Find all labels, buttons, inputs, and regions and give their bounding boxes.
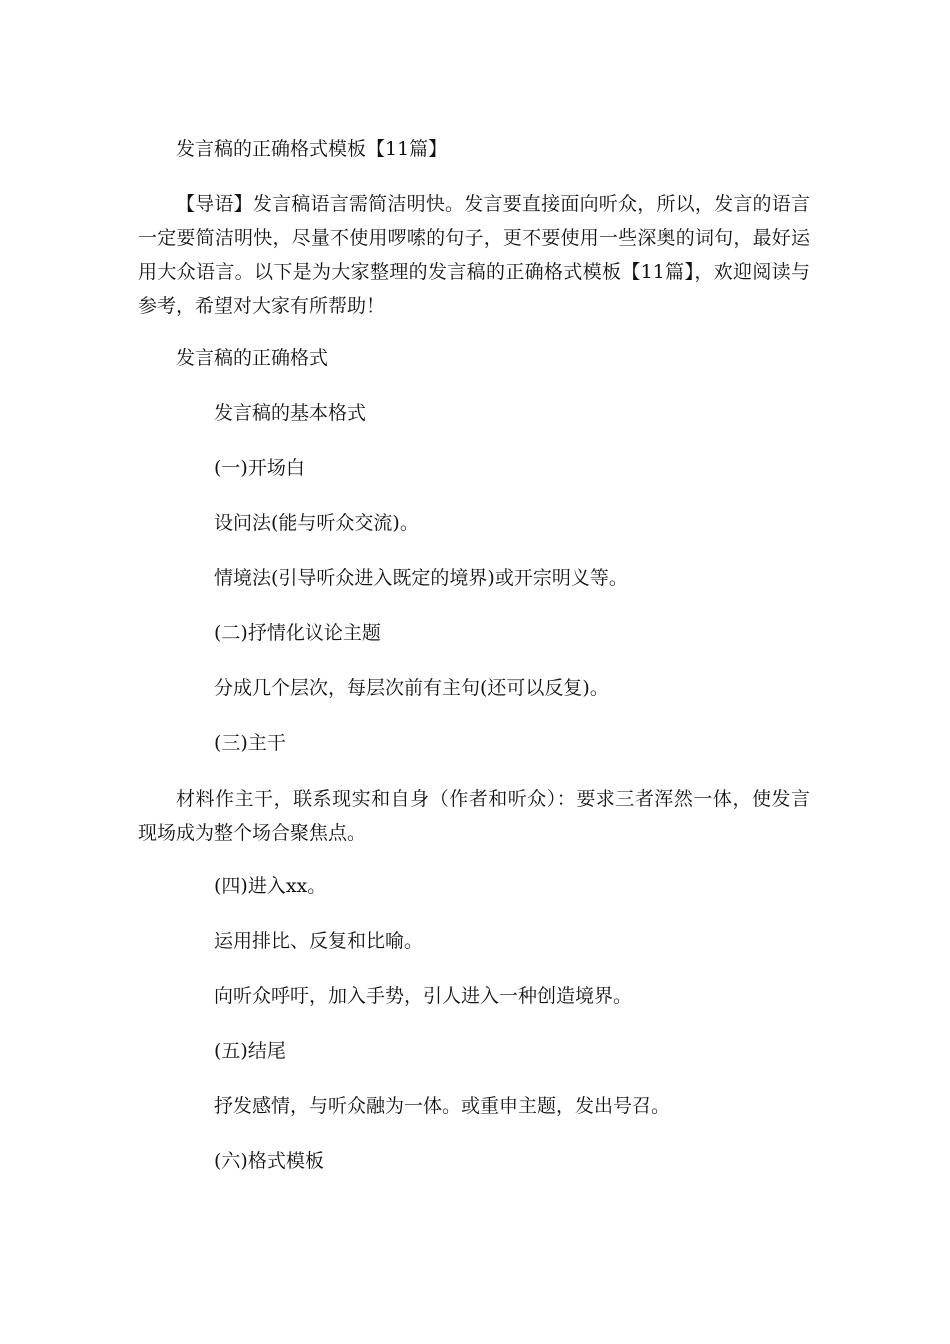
item-heading-theme: (二)抒情化议论主题 — [214, 622, 381, 644]
item-text: 设问法(能与听众交流)。 — [214, 512, 419, 534]
item-heading-enter: (四)进入xx。 — [214, 875, 327, 897]
item-text: 运用排比、反复和比喻。 — [214, 930, 424, 952]
item-heading-opening: (一)开场白 — [214, 457, 305, 479]
intro-paragraph: 【导语】发言稿语言需简洁明快。发言要直接面向听众，所以，发言的语言一定要简洁明快，尽量不使用啰嗦的句子，更不要使用一些深奥的词句，最好运用大众语言。以下是为大家整理的发言稿的正确格式模板【11篇】，欢迎阅读与参考，希望对大家有所帮助！ — [138, 193, 810, 317]
item-text: 分成几个层次，每层次前有主句(还可以反复)。 — [214, 677, 609, 699]
item-paragraph: 材料作主干，联系现实和自身（作者和听众）：要求三者浑然一体，使发言现场成为整个场合聚焦点。 — [138, 788, 810, 844]
item-text: 抒发感情，与听众融为一体。或重申主题，发出号召。 — [214, 1095, 671, 1117]
subheading: 发言稿的基本格式 — [214, 402, 367, 424]
item-text: 向听众呼吁，加入手势，引人进入一种创造境界。 — [214, 985, 633, 1007]
document-title: 发言稿的正确格式模板【11篇】 — [176, 138, 448, 160]
section-heading: 发言稿的正确格式 — [176, 347, 329, 369]
item-text: 情境法(引导听众进入既定的境界)或开宗明义等。 — [214, 567, 628, 589]
item-heading-template: (六)格式模板 — [214, 1150, 324, 1172]
item-heading-trunk: (三)主干 — [214, 732, 286, 754]
item-heading-ending: (五)结尾 — [214, 1040, 286, 1062]
